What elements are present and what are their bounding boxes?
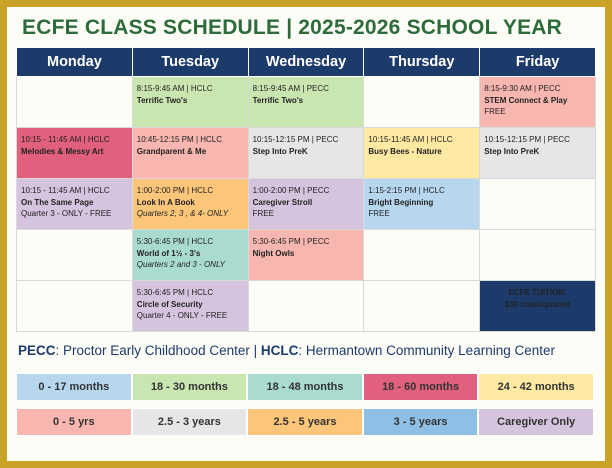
empty-slot-wednesday xyxy=(248,281,364,332)
day-header-row xyxy=(17,48,596,77)
class-note: Quarter 3 - ONLY - FREE xyxy=(21,209,112,218)
class-name: Look In A Book xyxy=(136,197,195,207)
empty-slot-monday xyxy=(17,281,133,332)
class-time: 5:30-6:45 PM | HCLC xyxy=(136,237,214,246)
day-header-tuesday: Tuesday xyxy=(132,48,248,77)
class-name: Bright Beginning xyxy=(368,197,434,207)
class-slot-wednesday xyxy=(248,230,364,281)
age-range-label: Caregiver Only xyxy=(478,408,594,436)
location-legend xyxy=(18,343,555,358)
age-range-label: 3 - 5 years xyxy=(363,408,479,436)
class-note: Quarter 4 - ONLY - FREE xyxy=(136,311,228,320)
age-range-label: 0 - 17 months xyxy=(16,373,132,401)
schedule-row xyxy=(17,281,596,332)
class-slot-friday xyxy=(480,77,596,128)
empty-slot-thursday xyxy=(364,230,480,281)
class-name: Caregiver Stroll xyxy=(252,197,313,207)
schedule-row xyxy=(17,179,596,230)
class-time: 1:00-2:00 PM | PECC xyxy=(252,186,330,195)
class-time: 10:15-11:45 AM | HCLC xyxy=(368,135,453,144)
class-slot-wednesday xyxy=(248,128,364,179)
empty-slot-friday xyxy=(480,230,596,281)
class-name: Melodies & Messy Art xyxy=(21,146,104,156)
page-title: ECFE CLASS SCHEDULE | 2025-2026 SCHOOL YEAR xyxy=(22,16,563,39)
schedule-row xyxy=(17,230,596,281)
class-name: Terrific Two's xyxy=(252,95,304,105)
tuition-price: $30 class/quarter xyxy=(504,299,571,309)
class-note: FREE xyxy=(484,107,506,116)
day-header-friday: Friday xyxy=(480,48,596,77)
class-name: Grandparent & Me xyxy=(136,146,207,156)
schedule-table xyxy=(16,47,596,332)
class-name: On The Same Page xyxy=(21,197,94,207)
empty-slot-thursday xyxy=(364,77,480,128)
class-slot-tuesday xyxy=(132,281,248,332)
empty-slot-thursday xyxy=(364,281,480,332)
age-legend-row xyxy=(16,408,594,436)
class-time: 8:15-9:45 AM | PECC xyxy=(252,84,329,93)
hclc-abbr: HCLC xyxy=(260,343,299,358)
hclc-text: : Hermantown Community Learning Center xyxy=(298,343,555,358)
age-range-label: 18 - 48 months xyxy=(247,373,363,401)
class-name: Night Owls xyxy=(252,248,295,258)
class-name: Step Into PreK xyxy=(252,146,308,156)
class-slot-thursday xyxy=(364,179,480,230)
class-time: 10:15 - 11:45 AM | HCLC xyxy=(21,186,110,195)
class-slot-tuesday xyxy=(132,77,248,128)
class-name: Step Into PreK xyxy=(484,146,540,156)
age-range-label: 0 - 5 yrs xyxy=(16,408,132,436)
class-slot-monday xyxy=(17,128,133,179)
day-header-monday: Monday xyxy=(17,48,133,77)
class-time: 8:15-9:30 AM | PECC xyxy=(484,84,561,93)
class-slot-friday xyxy=(480,128,596,179)
class-slot-thursday xyxy=(364,128,480,179)
class-slot-wednesday xyxy=(248,179,364,230)
class-slot-wednesday xyxy=(248,77,364,128)
class-time: 1:00-2:00 PM | HCLC xyxy=(136,186,214,195)
age-legend-row xyxy=(16,373,594,401)
day-header-thursday: Thursday xyxy=(364,48,480,77)
class-time: 1:15-2:15 PM | HCLC xyxy=(368,186,445,195)
class-time: 8:15-9:45 AM | HCLC xyxy=(136,84,213,93)
tuition-heading: ECFE TUITION: xyxy=(508,288,567,297)
class-note: Quarters 2, 3 , & 4- ONLY xyxy=(136,209,229,218)
schedule-row xyxy=(17,128,596,179)
empty-slot-monday xyxy=(17,230,133,281)
age-range-label: 24 - 42 months xyxy=(478,373,594,401)
pecc-abbr: PECC xyxy=(18,343,56,358)
class-slot-tuesday xyxy=(132,230,248,281)
class-time: 10:15-12:15 PM | PECC xyxy=(484,135,570,144)
age-range-label: 2.5 - 5 years xyxy=(247,408,363,436)
class-name: Terrific Two's xyxy=(136,95,188,105)
pecc-text: : Proctor Early Childhood Center | xyxy=(55,343,261,358)
age-range-label: 18 - 60 months xyxy=(363,373,479,401)
age-range-label: 18 - 30 months xyxy=(132,373,248,401)
class-time: 10:15 - 11:45 AM | HCLC xyxy=(21,135,110,144)
empty-slot-monday xyxy=(17,77,133,128)
class-name: World of 1½ - 3's xyxy=(136,248,201,258)
class-name: Busy Bees - Nature xyxy=(368,146,442,156)
day-header-wednesday: Wednesday xyxy=(248,48,364,77)
class-slot-tuesday xyxy=(132,128,248,179)
class-time: 10:45-12:15 PM | HCLC xyxy=(136,135,223,144)
empty-slot-friday xyxy=(480,179,596,230)
class-time: 5:30-6:45 PM | PECC xyxy=(252,237,330,246)
age-range-label: 2.5 - 3 years xyxy=(132,408,248,436)
schedule-row xyxy=(17,77,596,128)
tuition-box xyxy=(480,281,596,332)
class-note: FREE xyxy=(252,209,274,218)
class-time: 10:15-12:15 PM | PECC xyxy=(252,135,339,144)
class-name: Circle of Security xyxy=(136,299,203,309)
class-note: Quarters 2 and 3 - ONLY xyxy=(136,260,225,269)
class-name: STEM Connect & Play xyxy=(484,95,568,105)
class-note: FREE xyxy=(368,209,390,218)
class-slot-monday xyxy=(17,179,133,230)
class-time: 5:30-6:45 PM | HCLC xyxy=(136,288,214,297)
class-slot-tuesday xyxy=(132,179,248,230)
